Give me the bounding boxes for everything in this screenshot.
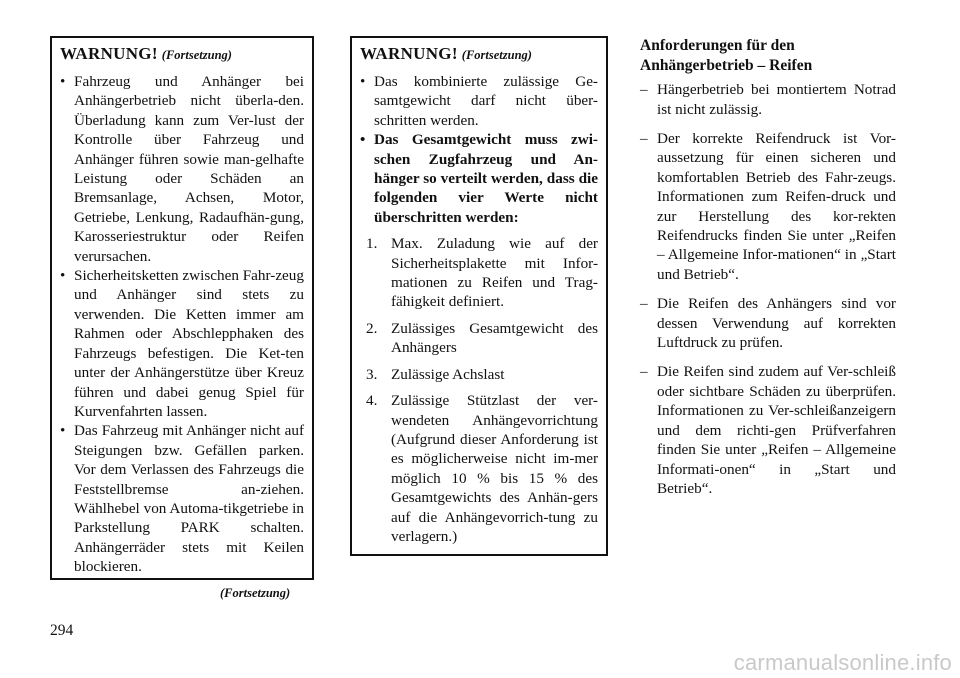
warning-heading — [360, 44, 598, 64]
tire-requirements-section — [640, 36, 896, 508]
dash-item: – Die Reifen sind zudem auf Ver-schleiß oder sichtbare Schäden zu überprüfen. Informationen zu Ver-schleißanzeigern und dem richti-gen Prüfverfahren finden Sie unter „Reifen – Allgemeine Informati-onen“ in „Start und Betrieb“. — [640, 363, 896, 497]
numbered-item: 2. Zulässiges Gesamtgewicht des Anhängers — [366, 319, 598, 357]
dash-item: – Die Reifen des Anhängers sind vor dessen Verwendung auf korrekten Luftdruck zu prüfen. — [640, 295, 896, 352]
dash-item: – Hängerbetrieb bei montiertem Notrad ist nicht zulässig. — [640, 81, 896, 118]
warning-bullet: • Sicherheitsketten zwischen Fahr-zeug und Anhänger sind stets zu verwenden. Die Ketten immer am Rahmen oder Abschlepphaken des Fahrzeugs befestigen. Die Ket-ten unter der Anhängerstütze über Kreuz führen und dabei genug Spiel für Kurvenfahrten lassen. — [60, 267, 304, 420]
continuation-label: (Fortsetzung) — [461, 48, 532, 62]
numbered-item: 3. Zulässige Achslast — [366, 365, 505, 383]
warning-bullet: • Das kombinierte zulässige Ge-samtgewicht darf nicht über-schritten werden. — [360, 73, 598, 129]
section-heading: Anforderungen für den Anhängerbetrieb – Reifen — [640, 37, 813, 74]
warning-box-left — [50, 36, 314, 580]
warning-box-middle — [350, 36, 608, 556]
continuation-label: (Fortsetzung) — [161, 48, 232, 62]
warning-title: WARNUNG! — [60, 44, 158, 63]
numbered-item: 4. Zulässige Stützlast der ver-wendeten Anhängevorrichtung (Aufgrund dieser Anforderung ist es möglicherweise nicht im-mer möglich 10 % bis 15 % des Gesamtgewichts des Anhän-gers auf die Anhängevorrich-tung zu verlagern.) — [366, 392, 598, 545]
warning-title: WARNUNG! — [360, 44, 458, 63]
numbered-item: 1. Max. Zuladung wie auf der Sicherheitsplakette mit Infor-mationen zu Reifen und Trag-fähigkeit definiert. — [366, 235, 598, 311]
watermark: carmanualsonline.info — [733, 650, 952, 675]
warning-bullet-bold: • Das Gesamtgewicht muss zwi-schen Zugfahrzeug und An-hänger so verteilt werden, dass die folgenden vier Werte nicht überschritten werden: — [360, 131, 598, 226]
warning-bullet: • Das Fahrzeug mit Anhänger nicht auf Steigungen bzw. Gefällen parken. Vor dem Verlassen des Fahrzeugs die Feststellbremse an-ziehen. Wählhebel von Automa-tikgetriebe in Parkstellung PARK schalten. Anhängerräder stets mit Keilen blockieren. — [60, 422, 304, 576]
continued-note: (Fortsetzung) — [220, 586, 291, 600]
warning-bullet: • Fahrzeug und Anhänger bei Anhängerbetrieb nicht überla-den. Überladung kann zum Ver-lust der Kontrolle über Fahrzeug und Anhänger führen sowie man-gelhafte Leistung oder Schäden an Bremsanlage, Achsen, Motor, Getriebe, Lenkung, Radaufhän-gung, Karosseriestruktur oder Reifen verursachen. — [60, 73, 304, 265]
warning-heading — [60, 44, 304, 64]
dash-item: – Der korrekte Reifendruck ist Vor-aussetzung für einen sicheren und komfortablen Betrieb des Fahr-zeugs. Informationen zum Reifen-druck und zur Herstellung des kor-rekten Reifendrucks finden Sie unter „Reifen – Allgemeine Infor-mationen“ in „Start und Betrieb“. — [640, 130, 896, 283]
page-number: 294 — [50, 622, 74, 639]
